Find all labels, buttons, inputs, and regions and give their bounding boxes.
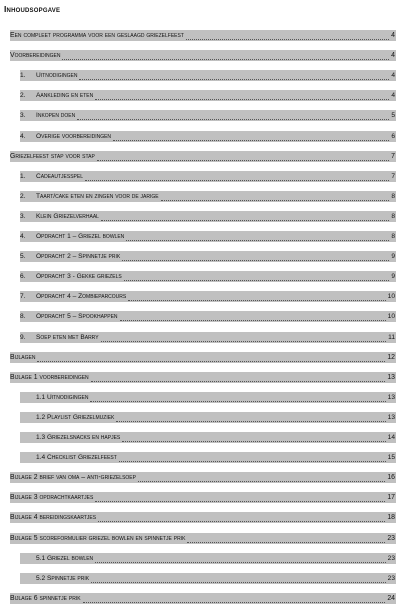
toc-entry-title: Opdracht 3 - Gekke griezels [36, 273, 122, 281]
toc-entry-leader [91, 573, 386, 583]
toc-entry-page: 7 [391, 172, 395, 180]
toc-entry-number: 3. [20, 212, 26, 220]
toc-entry-number: 2. [20, 192, 26, 200]
toc-entry-leader [79, 70, 389, 80]
toc-entry-leader [101, 332, 386, 342]
toc-entry-leader [116, 412, 386, 422]
toc-entry[interactable] [10, 492, 396, 503]
toc-entry-page: 24 [387, 594, 395, 602]
toc-entry[interactable] [20, 90, 396, 101]
toc-entry-leader [122, 432, 386, 442]
toc-entry-leader [95, 492, 385, 502]
toc-entry-title: 1.4 Checklist Griezelfeest [36, 454, 117, 462]
toc-entry-page: 4 [391, 92, 395, 100]
toc-entry-leader [126, 231, 389, 241]
toc-entry-leader [122, 251, 389, 261]
toc-entry-page: 13 [387, 413, 395, 421]
toc-entry-page: 15 [387, 454, 395, 462]
toc-entry-page: 9 [391, 253, 395, 261]
toc-entry-title: Bijlagen [10, 353, 36, 361]
toc-entry-page: 4 [391, 72, 395, 80]
toc-entry-title: Bijlage 2 brief van oma – anti-griezelsoep [10, 474, 136, 482]
toc-entry-page: 12 [387, 353, 395, 361]
toc-entry-number: 1. [20, 72, 26, 80]
toc-entry-title: Bijlage 5 scoreformulier griezel bowlen en spinnetje prik [10, 534, 186, 542]
toc-entry-title: Bijlage 3 opdrachtkaartjes [10, 494, 94, 502]
toc-entry-number: 2. [20, 92, 26, 100]
toc-entry-title: Taart/cake eten en zingen voor de jarige [36, 192, 159, 200]
toc-entry-leader [120, 311, 386, 321]
toc-heading: Inhoudsopgave [4, 4, 61, 14]
toc-entry-title: Een compleet programma voor een geslaagd griezelfeest [10, 32, 184, 39]
toc-entry-page: 9 [391, 273, 395, 281]
toc-entry-leader [62, 50, 389, 60]
toc-entry-title: 5.2 Spinnetje prik [36, 574, 90, 582]
toc-entry-number: 1. [20, 172, 26, 180]
toc-entry-page: 18 [387, 514, 395, 522]
toc-entry[interactable] [10, 50, 396, 61]
toc-entry-number: 4. [20, 233, 26, 240]
toc-entry[interactable] [10, 593, 396, 604]
toc-entry-page: 17 [387, 494, 395, 502]
toc-entry-title: Klein Griezelverhaal [36, 212, 99, 220]
toc-entry-leader [90, 392, 386, 402]
toc-entry-leader [113, 131, 389, 141]
toc-entry[interactable] [10, 372, 396, 383]
toc-entry-page: 11 [388, 333, 395, 341]
toc-entry-page: 6 [391, 132, 395, 140]
toc-entry[interactable] [10, 352, 396, 363]
toc-entry-leader [187, 533, 385, 543]
toc-entry-leader [101, 211, 389, 221]
toc-entry-leader [37, 352, 385, 362]
toc-entry[interactable] [20, 251, 396, 262]
toc-entry[interactable] [20, 70, 396, 81]
toc-entry-title: Opdracht 5 – Spookhappen [36, 313, 118, 321]
toc-entry[interactable] [20, 231, 396, 242]
toc-entry[interactable] [20, 573, 396, 584]
toc-entry-title: Bijlage 1 voorbereidingen [10, 373, 89, 381]
toc-entry[interactable] [20, 311, 396, 322]
toc-entry-leader [119, 452, 386, 462]
toc-entry-title: 5.1 Griezel bowlen [36, 554, 94, 562]
toc-entry-page: 5 [391, 112, 395, 120]
toc-entry-leader [77, 110, 389, 120]
toc-entry-title: 1.2 Playlist Griezelmuziek [36, 413, 115, 421]
toc-entry[interactable] [20, 553, 396, 564]
toc-entry-leader [98, 512, 385, 522]
toc-entry-page: 8 [391, 192, 395, 200]
toc-entry-title: Overige voorbereidingen [36, 132, 112, 140]
toc-entry-page: 7 [391, 152, 395, 160]
toc-entry-leader [138, 472, 385, 482]
toc-entry-title: Opdracht 2 – Spinnetje prik [36, 253, 121, 261]
toc-entry[interactable] [20, 392, 396, 403]
toc-entry-page: 13 [387, 393, 395, 401]
toc-entry[interactable] [20, 452, 396, 463]
toc-entry-title: Bijlage 4 bereidingskaartjes [10, 514, 97, 522]
toc-entry-leader [186, 30, 389, 40]
toc-entry-leader [161, 191, 389, 201]
toc-entry-page: 8 [391, 233, 395, 240]
toc-entry-page: 23 [387, 534, 395, 542]
toc-entry-number: 8. [20, 313, 26, 321]
toc-entry-leader [128, 291, 386, 301]
toc-entry[interactable] [10, 472, 396, 483]
toc-entry[interactable] [20, 211, 396, 222]
toc-entry[interactable] [10, 30, 396, 41]
toc-entry[interactable] [20, 271, 396, 282]
toc-entry-leader [91, 372, 385, 382]
toc-entry-page: 8 [391, 212, 395, 220]
toc-entry-leader [83, 593, 385, 603]
toc-entry-number: 4. [20, 132, 26, 140]
toc-entry[interactable] [10, 512, 396, 523]
toc-entry[interactable] [10, 151, 396, 162]
toc-entry[interactable] [20, 191, 396, 202]
toc-entry-number: 5. [20, 253, 26, 261]
toc-entry-title: 1.1 Uitnodigingen [36, 393, 89, 401]
toc-entry[interactable] [20, 110, 396, 121]
toc-entry-title: Opdracht 1 – Griezel bowlen [36, 233, 125, 240]
toc-entry-page: 23 [387, 574, 395, 582]
toc-entry-page: 14 [387, 434, 395, 441]
toc-entry-title: 1.3 Griezelsnacks en hapjes [36, 434, 121, 441]
toc-entry[interactable] [20, 291, 396, 302]
toc-entry-number: 3. [20, 112, 26, 120]
toc-entry-title: Bijlage 6 spinnetje prik [10, 594, 81, 602]
toc-entry-leader [95, 553, 386, 563]
toc-entry-page: 4 [391, 52, 395, 60]
toc-entry-leader [97, 151, 389, 161]
toc-entry[interactable] [20, 412, 396, 423]
toc-entry-title: Voorbereidingen [10, 52, 61, 60]
toc-entry-number: 7. [20, 293, 26, 301]
toc-entry[interactable] [20, 432, 396, 443]
toc-entry[interactable] [20, 131, 396, 142]
toc-entry-page: 23 [387, 554, 395, 562]
toc-entry-page: 16 [387, 474, 395, 482]
toc-entry-title: Uitnodigingen [36, 72, 78, 80]
toc-entry-leader [124, 271, 389, 281]
toc-entry-page: 10 [387, 313, 395, 321]
toc-entry[interactable] [20, 171, 396, 182]
toc-entry-title: Aankleding en eten [36, 92, 94, 100]
toc-entry-title: Griezelfeest stap voor stap [10, 152, 95, 160]
toc-entry-page: 13 [387, 373, 395, 381]
toc-entry-title: Soep eten met Barry [36, 333, 99, 341]
toc-entry-page: 4 [391, 32, 395, 39]
toc-entry-number: 6. [20, 273, 26, 281]
toc-entry-number: 9. [20, 333, 26, 341]
toc-entry-leader [95, 90, 389, 100]
toc-entry[interactable] [10, 533, 396, 544]
toc-entry-title: Cadeautjesspel [36, 172, 83, 180]
toc-entry[interactable] [20, 332, 396, 343]
toc-entry-leader [85, 171, 389, 181]
toc-entry-title: Opdracht 4 – Zombieparcours [36, 293, 127, 301]
toc-entry-title: Inkopen doen [36, 112, 76, 120]
toc-entry-page: 10 [387, 293, 395, 301]
